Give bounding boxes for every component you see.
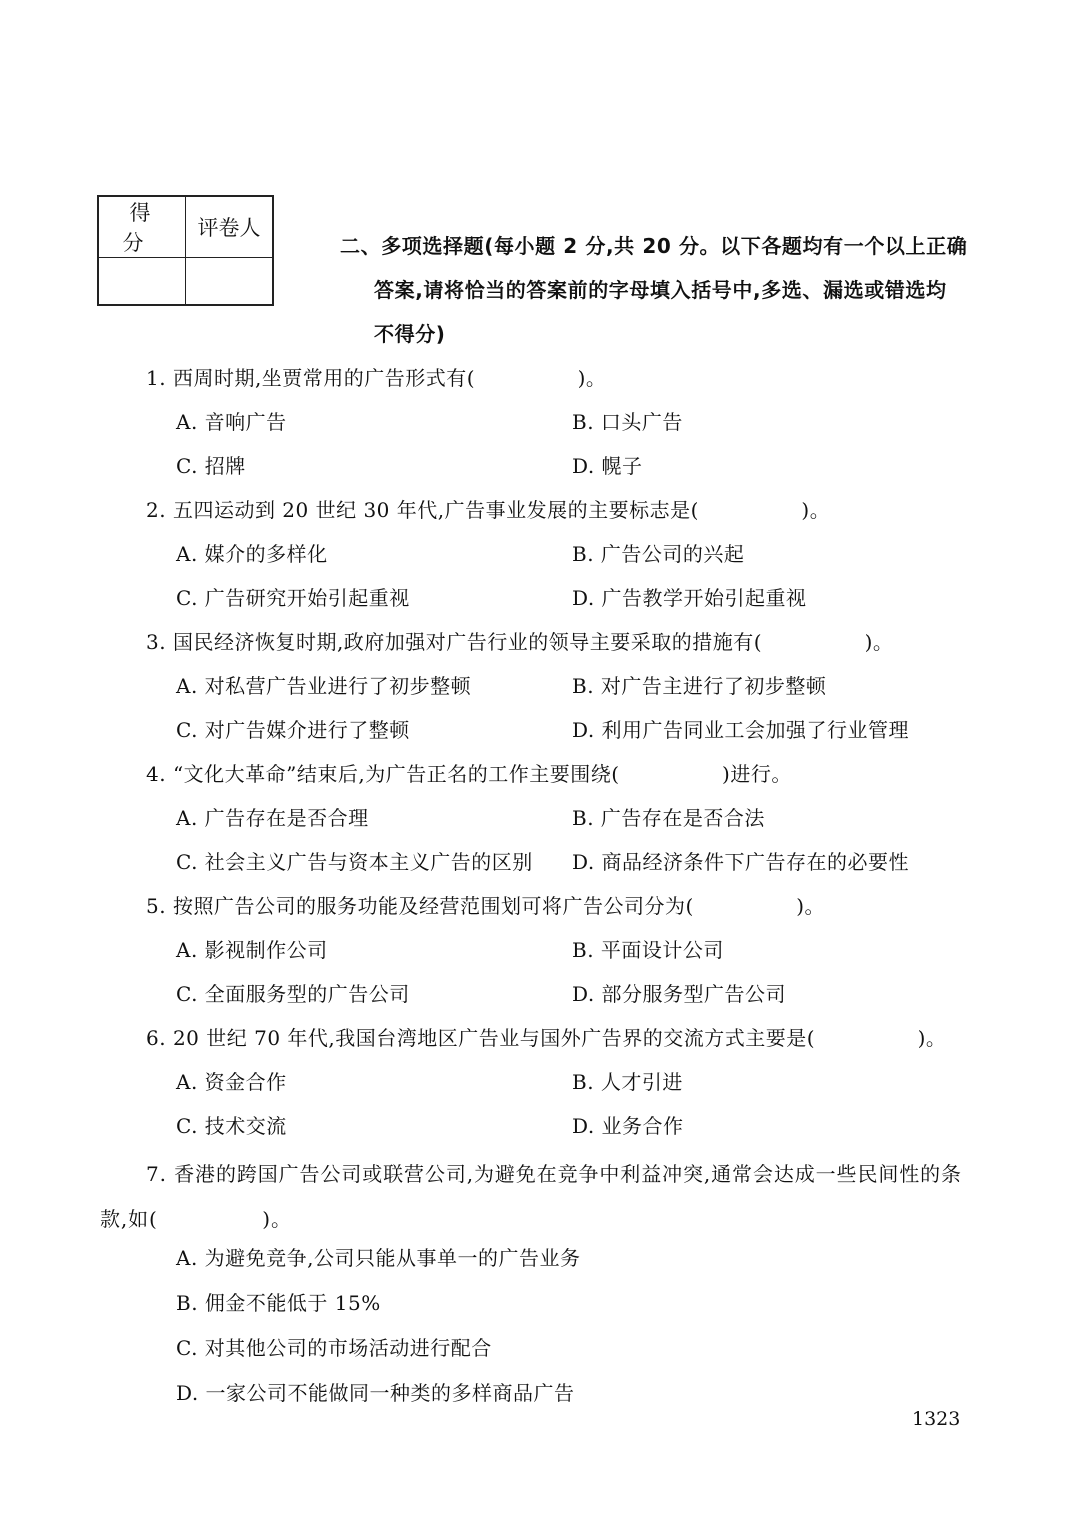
section-heading-line2: 答案,请将恰当的答案前的字母填入括号中,多选、漏选或错选均 bbox=[374, 278, 947, 302]
question-5-option-d: D. 部分服务型广告公司 bbox=[572, 982, 787, 1006]
question-5-option-b: B. 平面设计公司 bbox=[572, 938, 724, 962]
question-1-option-d: D. 幌子 bbox=[572, 454, 643, 478]
question-1-option-a: A. 音响广告 bbox=[176, 410, 287, 434]
score-header: 得分 bbox=[98, 196, 186, 258]
question-2-option-a: A. 媒介的多样化 bbox=[176, 542, 328, 566]
score-cell bbox=[98, 258, 186, 306]
score-box bbox=[97, 195, 274, 306]
question-6-option-c: C. 技术交流 bbox=[176, 1114, 287, 1138]
question-4-option-c: C. 社会主义广告与资本主义广告的区别 bbox=[176, 850, 533, 874]
grader-header: 评卷人 bbox=[186, 196, 274, 258]
question-4-option-a: A. 广告存在是否合理 bbox=[176, 806, 369, 830]
question-4-option-b: B. 广告存在是否合法 bbox=[572, 806, 765, 830]
question-6-option-d: D. 业务合作 bbox=[572, 1114, 684, 1138]
question-7-option-b: B. 佣金不能低于 15% bbox=[176, 1291, 381, 1315]
question-5-stem: 5. 按照广告公司的服务功能及经营范围划可将广告公司分为( )。 bbox=[146, 894, 826, 918]
question-4-option-d: D. 商品经济条件下广告存在的必要性 bbox=[572, 850, 910, 874]
question-3-stem: 3. 国民经济恢复时期,政府加强对广告行业的领导主要采取的措施有( )。 bbox=[146, 630, 894, 654]
question-7-option-c: C. 对其他公司的市场活动进行配合 bbox=[176, 1336, 492, 1360]
question-2-option-b: B. 广告公司的兴起 bbox=[572, 542, 745, 566]
question-2-option-d: D. 广告教学开始引起重视 bbox=[572, 586, 807, 610]
question-5-option-c: C. 全面服务型的广告公司 bbox=[176, 982, 410, 1006]
question-7-stem: 7. 香港的跨国广告公司或联营公司,为避免在竞争中利益冲突,通常会达成一些民间性的条款,如( )。 bbox=[100, 1162, 962, 1231]
question-6-option-a: A. 资金合作 bbox=[176, 1070, 287, 1094]
question-3-option-c: C. 对广告媒介进行了整顿 bbox=[176, 718, 410, 742]
question-2-stem: 2. 五四运动到 20 世纪 30 年代,广告事业发展的主要标志是( )。 bbox=[146, 498, 831, 522]
question-6-option-b: B. 人才引进 bbox=[572, 1070, 683, 1094]
question-3-option-a: A. 对私营广告业进行了初步整顿 bbox=[176, 674, 472, 698]
question-3-option-b: B. 对广告主进行了初步整顿 bbox=[572, 674, 827, 698]
question-2-option-c: C. 广告研究开始引起重视 bbox=[176, 586, 410, 610]
question-1-option-c: C. 招牌 bbox=[176, 454, 246, 478]
question-6-stem: 6. 20 世纪 70 年代,我国台湾地区广告业与国外广告界的交流方式主要是( )。 bbox=[146, 1026, 947, 1050]
section-heading bbox=[340, 224, 990, 356]
question-7-option-a: A. 为避免竞争,公司只能从事单一的广告业务 bbox=[176, 1246, 581, 1270]
section-heading-line3: 不得分) bbox=[374, 322, 446, 346]
section-heading-line1: 二、多项选择题(每小题 2 分,共 20 分。以下各题均有一个以上正确 bbox=[340, 234, 968, 258]
question-1-option-b: B. 口头广告 bbox=[572, 410, 683, 434]
question-3-option-d: D. 利用广告同业工会加强了行业管理 bbox=[572, 718, 910, 742]
question-7-option-d: D. 一家公司不能做同一种类的多样商品广告 bbox=[176, 1381, 575, 1405]
question-1-stem: 1. 西周时期,坐贾常用的广告形式有( )。 bbox=[146, 366, 607, 390]
grader-cell bbox=[186, 258, 274, 306]
question-5-option-a: A. 影视制作公司 bbox=[176, 938, 328, 962]
page-number: 1323 bbox=[912, 1408, 961, 1430]
question-4-stem: 4. “文化大革命”结束后,为广告正名的工作主要围绕( )进行。 bbox=[146, 762, 792, 786]
